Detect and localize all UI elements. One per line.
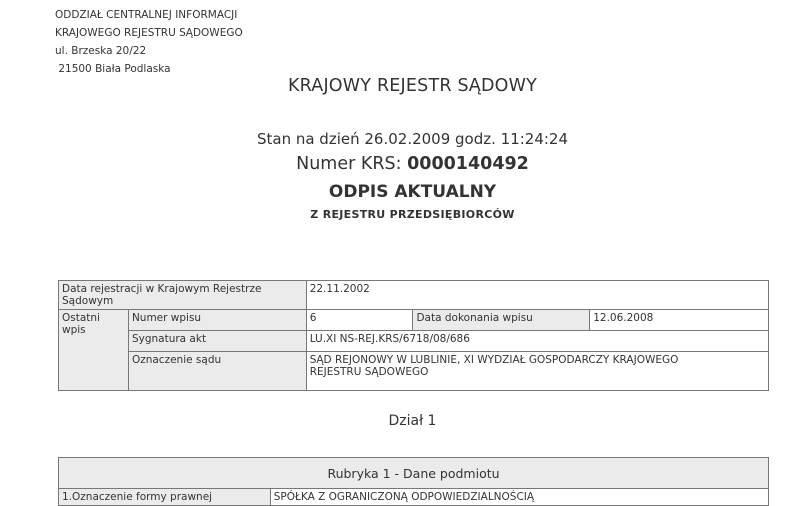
rubric-title: Rubryka 1 - Dane podmiotu bbox=[59, 458, 769, 489]
case-signature-label: Sygnatura akt bbox=[128, 331, 306, 352]
krs-label: Numer KRS: bbox=[296, 154, 408, 174]
document-title: KRAJOWY REJESTR SĄDOWY bbox=[287, 76, 538, 96]
status-date: Stan na dzień 26.02.2009 godz. 11:24:24 bbox=[256, 130, 569, 148]
entry-date-label: Data dokonania wpisu bbox=[413, 310, 590, 331]
address-line: 21500 Biała Podlaska bbox=[55, 63, 171, 75]
registration-table bbox=[58, 280, 769, 391]
entry-number-value: 6 bbox=[306, 310, 413, 331]
table-row bbox=[59, 310, 769, 331]
court-value: SĄD REJONOWY W LUBLINIE, XI WYDZIAŁ GOSPODARCZY KRAJOWEGO REJESTRU SĄDOWEGO bbox=[306, 352, 768, 391]
address-line: ul. Brzeska 20/22 bbox=[55, 45, 147, 57]
section-title: Dział 1 bbox=[388, 413, 437, 429]
court-label: Oznaczenie sądu bbox=[128, 352, 306, 391]
address-line: ODDZIAŁ CENTRALNEJ INFORMACJI bbox=[55, 9, 238, 21]
entry-number-label: Numer wpisu bbox=[128, 310, 306, 331]
address-line: KRAJOWEGO REJESTRU SĄDOWEGO bbox=[55, 27, 243, 39]
table-row bbox=[59, 458, 769, 489]
table-row bbox=[59, 489, 769, 506]
table-row bbox=[59, 331, 769, 352]
entry-date-value: 12.06.2008 bbox=[590, 310, 769, 331]
legal-form-label: 1.Oznaczenie formy prawnej bbox=[59, 489, 271, 506]
last-entry-label: Ostatni wpis bbox=[59, 310, 129, 391]
krs-number-line bbox=[0, 154, 800, 174]
table-row bbox=[59, 352, 769, 391]
table-row bbox=[59, 281, 769, 310]
case-signature-value: LU.XI NS-REJ.KRS/6718/08/686 bbox=[306, 331, 768, 352]
issuer-address bbox=[55, 6, 243, 78]
document-type: ODPIS AKTUALNY bbox=[328, 182, 497, 202]
reg-date-label: Data rejestracji w Krajowym Rejestrze Sądowym bbox=[59, 281, 307, 310]
legal-form-value: SPÓŁKA Z OGRANICZONĄ ODPOWIEDZIALNOŚCIĄ bbox=[270, 489, 768, 506]
reg-date-value: 22.11.2002 bbox=[306, 281, 768, 310]
krs-number: 0000140492 bbox=[407, 154, 529, 174]
rubric-table bbox=[58, 457, 769, 506]
register-name: Z REJESTRU PRZEDSIĘBIORCÓW bbox=[310, 208, 515, 221]
